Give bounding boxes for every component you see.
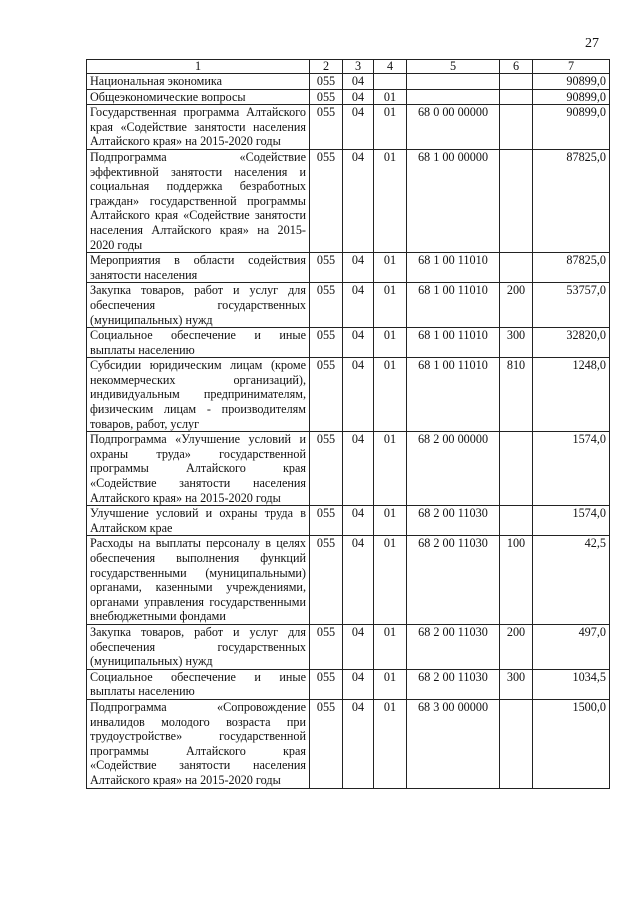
target-article-cell: 68 3 00 00000 bbox=[407, 699, 500, 788]
expense-type-cell bbox=[500, 89, 533, 105]
table-row bbox=[87, 74, 610, 90]
subsection-code-cell bbox=[374, 74, 407, 90]
amount-cell: 87825,0 bbox=[533, 253, 610, 283]
row-name-cell: Общеэкономические вопросы bbox=[87, 89, 310, 105]
expense-type-cell: 200 bbox=[500, 624, 533, 669]
column-header: 4 bbox=[374, 60, 407, 74]
expense-type-cell bbox=[500, 74, 533, 90]
table-row bbox=[87, 432, 610, 506]
expense-type-cell bbox=[500, 253, 533, 283]
page-number: 27 bbox=[585, 36, 599, 51]
row-name-cell: Подпрограмма «Улучшение условий и охраны труда» государственной программы Алтайского края «Содействие занятости населения Алтайского края» на 2015-2020 годы bbox=[87, 432, 310, 506]
row-name-cell: Улучшение условий и охраны труда в Алтайском крае bbox=[87, 506, 310, 536]
row-name-cell: Подпрограмма «Сопровождение инвалидов молодого возраста при трудоустройстве» государственной программы Алтайского края «Содействие занятости населения Алтайского края» на 2015-2020 годы bbox=[87, 699, 310, 788]
table-row bbox=[87, 89, 610, 105]
table-row bbox=[87, 669, 610, 699]
ministry-code-cell: 055 bbox=[310, 149, 343, 252]
amount-cell: 1574,0 bbox=[533, 432, 610, 506]
table-row bbox=[87, 506, 610, 536]
target-article-cell bbox=[407, 89, 500, 105]
section-code-cell: 04 bbox=[343, 74, 374, 90]
row-name-cell: Закупка товаров, работ и услуг для обеспечения государственных (муниципальных) нужд bbox=[87, 624, 310, 669]
row-name-cell: Государственная программа Алтайского края «Содействие занятости населения Алтайского края» на 2015-2020 годы bbox=[87, 105, 310, 150]
column-header: 6 bbox=[500, 60, 533, 74]
ministry-code-cell: 055 bbox=[310, 506, 343, 536]
table-row bbox=[87, 283, 610, 328]
amount-cell: 32820,0 bbox=[533, 328, 610, 358]
expense-type-cell bbox=[500, 432, 533, 506]
row-name-cell: Социальное обеспечение и иные выплаты населению bbox=[87, 669, 310, 699]
expense-type-cell bbox=[500, 105, 533, 150]
table-row bbox=[87, 699, 610, 788]
subsection-code-cell: 01 bbox=[374, 669, 407, 699]
ministry-code-cell: 055 bbox=[310, 536, 343, 625]
subsection-code-cell: 01 bbox=[374, 624, 407, 669]
row-name-cell: Субсидии юридическим лицам (кроме некоммерческих организаций), индивидуальным предпринимателям, физическим лицам - производителям товаров, работ, услуг bbox=[87, 358, 310, 432]
expense-type-cell bbox=[500, 149, 533, 252]
section-code-cell: 04 bbox=[343, 105, 374, 150]
target-article-cell bbox=[407, 74, 500, 90]
row-name-cell: Мероприятия в области содействия занятости населения bbox=[87, 253, 310, 283]
section-code-cell: 04 bbox=[343, 506, 374, 536]
subsection-code-cell: 01 bbox=[374, 432, 407, 506]
row-name-cell: Подпрограмма «Содействие эффективной занятости населения и социальная поддержка безработных граждан» государственной программы Алтайского края «Содействие занятости населения Алтайского края» на 2015-2020 годы bbox=[87, 149, 310, 252]
amount-cell: 90899,0 bbox=[533, 74, 610, 90]
column-header: 5 bbox=[407, 60, 500, 74]
amount-cell: 90899,0 bbox=[533, 105, 610, 150]
table-row bbox=[87, 253, 610, 283]
section-code-cell: 04 bbox=[343, 624, 374, 669]
ministry-code-cell: 055 bbox=[310, 358, 343, 432]
ministry-code-cell: 055 bbox=[310, 89, 343, 105]
section-code-cell: 04 bbox=[343, 89, 374, 105]
amount-cell: 1034,5 bbox=[533, 669, 610, 699]
expense-type-cell: 200 bbox=[500, 283, 533, 328]
subsection-code-cell: 01 bbox=[374, 536, 407, 625]
table-row bbox=[87, 328, 610, 358]
row-name-cell: Закупка товаров, работ и услуг для обеспечения государственных (муниципальных) нужд bbox=[87, 283, 310, 328]
section-code-cell: 04 bbox=[343, 283, 374, 328]
expense-type-cell: 810 bbox=[500, 358, 533, 432]
target-article-cell: 68 1 00 11010 bbox=[407, 328, 500, 358]
amount-cell: 42,5 bbox=[533, 536, 610, 625]
target-article-cell: 68 2 00 00000 bbox=[407, 432, 500, 506]
target-article-cell: 68 2 00 11030 bbox=[407, 624, 500, 669]
target-article-cell: 68 1 00 11010 bbox=[407, 253, 500, 283]
budget-table bbox=[86, 59, 610, 789]
subsection-code-cell: 01 bbox=[374, 506, 407, 536]
ministry-code-cell: 055 bbox=[310, 283, 343, 328]
section-code-cell: 04 bbox=[343, 328, 374, 358]
ministry-code-cell: 055 bbox=[310, 432, 343, 506]
section-code-cell: 04 bbox=[343, 253, 374, 283]
amount-cell: 87825,0 bbox=[533, 149, 610, 252]
table-row bbox=[87, 624, 610, 669]
target-article-cell: 68 2 00 11030 bbox=[407, 506, 500, 536]
column-header: 3 bbox=[343, 60, 374, 74]
table-header-row bbox=[87, 60, 610, 74]
amount-cell: 53757,0 bbox=[533, 283, 610, 328]
row-name-cell: Социальное обеспечение и иные выплаты населению bbox=[87, 328, 310, 358]
amount-cell: 1500,0 bbox=[533, 699, 610, 788]
section-code-cell: 04 bbox=[343, 432, 374, 506]
expense-type-cell bbox=[500, 506, 533, 536]
table-row bbox=[87, 358, 610, 432]
ministry-code-cell: 055 bbox=[310, 624, 343, 669]
ministry-code-cell: 055 bbox=[310, 669, 343, 699]
ministry-code-cell: 055 bbox=[310, 74, 343, 90]
section-code-cell: 04 bbox=[343, 149, 374, 252]
section-code-cell: 04 bbox=[343, 699, 374, 788]
target-article-cell: 68 1 00 11010 bbox=[407, 283, 500, 328]
expense-type-cell: 100 bbox=[500, 536, 533, 625]
expense-type-cell: 300 bbox=[500, 669, 533, 699]
section-code-cell: 04 bbox=[343, 669, 374, 699]
expense-type-cell: 300 bbox=[500, 328, 533, 358]
amount-cell: 1248,0 bbox=[533, 358, 610, 432]
target-article-cell: 68 1 00 00000 bbox=[407, 149, 500, 252]
ministry-code-cell: 055 bbox=[310, 699, 343, 788]
table-row bbox=[87, 105, 610, 150]
row-name-cell: Национальная экономика bbox=[87, 74, 310, 90]
subsection-code-cell: 01 bbox=[374, 89, 407, 105]
amount-cell: 1574,0 bbox=[533, 506, 610, 536]
subsection-code-cell: 01 bbox=[374, 105, 407, 150]
row-name-cell: Расходы на выплаты персоналу в целях обеспечения выполнения функций государственными (муниципальными) органами, казенными учреждениями, органами управления государственными внебюджетными фондами bbox=[87, 536, 310, 625]
column-header: 7 bbox=[533, 60, 610, 74]
table-row bbox=[87, 149, 610, 252]
target-article-cell: 68 1 00 11010 bbox=[407, 358, 500, 432]
amount-cell: 497,0 bbox=[533, 624, 610, 669]
subsection-code-cell: 01 bbox=[374, 253, 407, 283]
subsection-code-cell: 01 bbox=[374, 283, 407, 328]
expense-type-cell bbox=[500, 699, 533, 788]
column-header: 2 bbox=[310, 60, 343, 74]
ministry-code-cell: 055 bbox=[310, 328, 343, 358]
column-header: 1 bbox=[87, 60, 310, 74]
subsection-code-cell: 01 bbox=[374, 699, 407, 788]
subsection-code-cell: 01 bbox=[374, 328, 407, 358]
ministry-code-cell: 055 bbox=[310, 253, 343, 283]
amount-cell: 90899,0 bbox=[533, 89, 610, 105]
table-row bbox=[87, 536, 610, 625]
subsection-code-cell: 01 bbox=[374, 358, 407, 432]
target-article-cell: 68 2 00 11030 bbox=[407, 669, 500, 699]
target-article-cell: 68 0 00 00000 bbox=[407, 105, 500, 150]
ministry-code-cell: 055 bbox=[310, 105, 343, 150]
section-code-cell: 04 bbox=[343, 536, 374, 625]
section-code-cell: 04 bbox=[343, 358, 374, 432]
subsection-code-cell: 01 bbox=[374, 149, 407, 252]
target-article-cell: 68 2 00 11030 bbox=[407, 536, 500, 625]
